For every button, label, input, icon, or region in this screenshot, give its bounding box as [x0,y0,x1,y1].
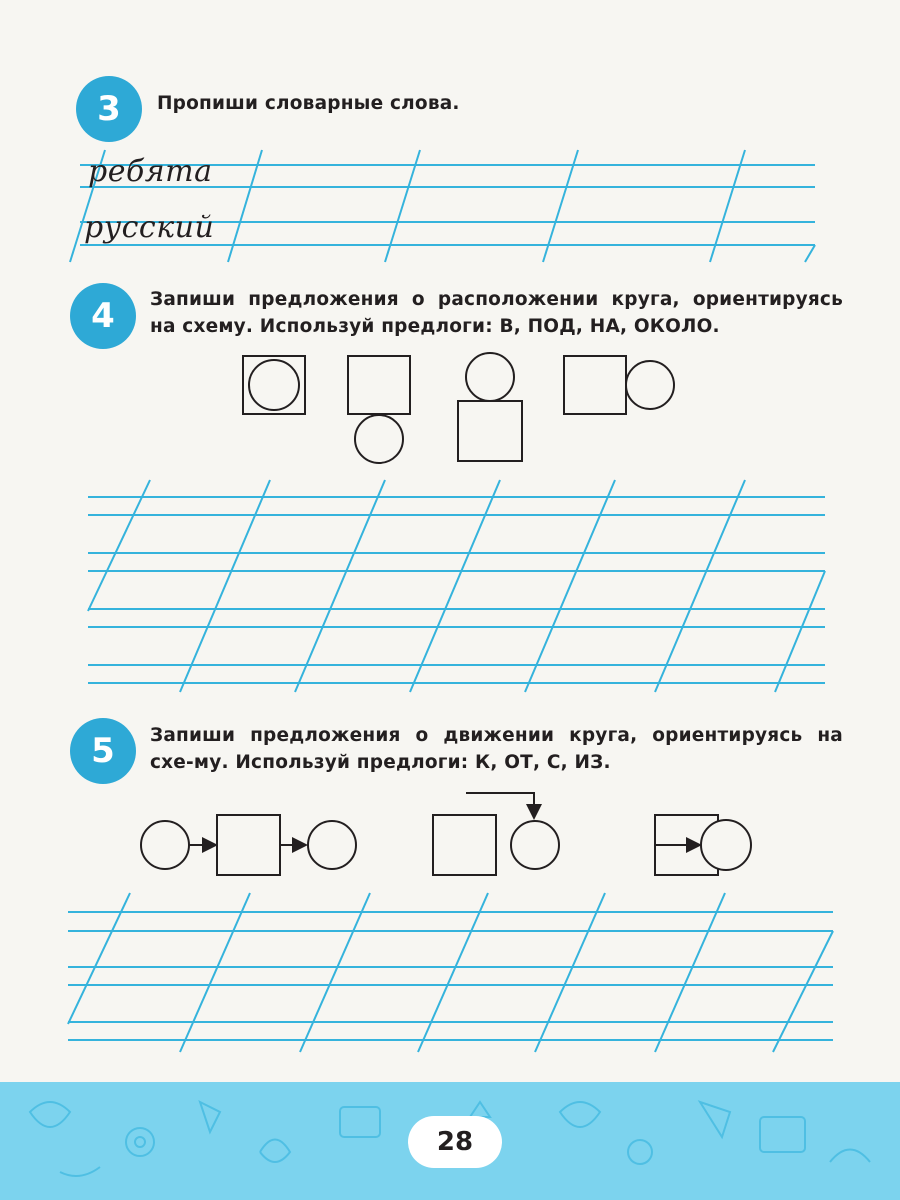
task-number-badge: 5 [70,718,136,784]
vocabulary-word: ребята [88,154,213,189]
task-number-badge: 3 [76,76,142,142]
book-icon [340,1107,380,1137]
book-icon [760,1117,805,1152]
flower-icon [126,1128,154,1156]
page-number: 28 [408,1116,502,1168]
leaf-icon [560,1102,600,1127]
task-instruction: Запиши предложения о расположении круга, ориентируясь на схему. Используй предлоги: В, ПОД, НА, ОКОЛО. [150,289,843,337]
leaf-icon [830,1150,870,1163]
triangle-icon [470,1102,490,1117]
task-instruction: Запиши предложения о движении круга, ориентируясь на схе-му. Используй предлоги: К, ОТ, С, ИЗ. [150,725,843,773]
leaf-icon [260,1140,290,1163]
vocabulary-word: русский [84,210,215,245]
leaf-icon [30,1102,70,1127]
flower-icon [628,1140,652,1164]
task-number-badge: 4 [70,283,136,349]
task-instruction: Пропиши словарные слова. [157,93,460,114]
triangle-icon [200,1102,220,1132]
triangle-icon [700,1102,730,1137]
